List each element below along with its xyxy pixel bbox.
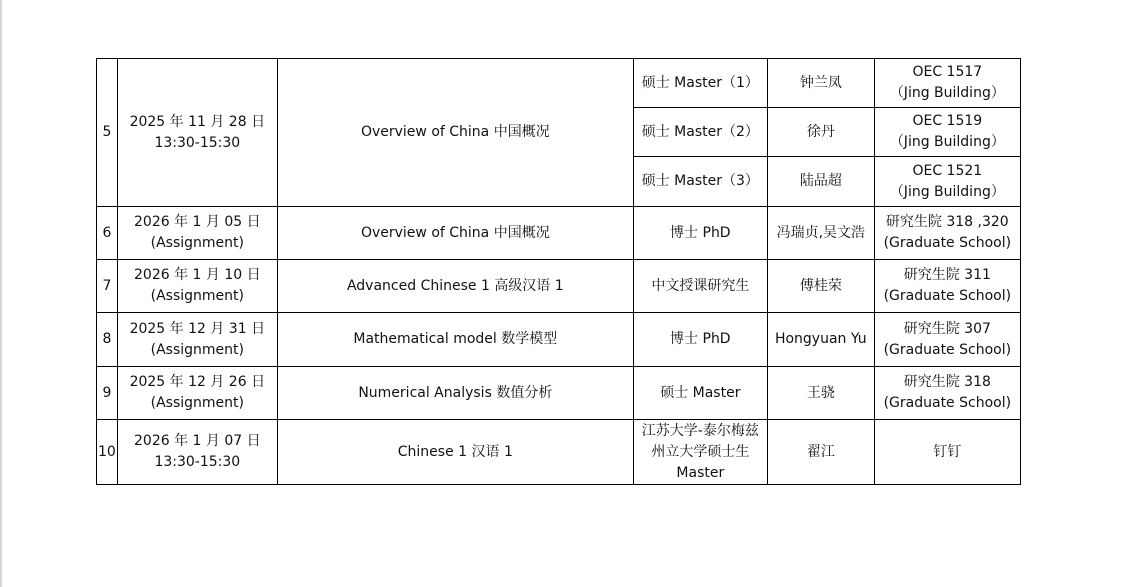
date-cell [117,59,277,207]
room-code: OEC 1521 [912,162,983,179]
date-cell [117,420,277,485]
table-row [97,207,1021,260]
course-cell: Advanced Chinese 1 高级汉语 1 [277,260,633,313]
course-schedule-table [96,58,1021,485]
time-text: 13:30-15:30 [154,134,241,151]
room-cell [874,59,1020,108]
row-number: 10 [97,420,118,485]
level-cell: 博士 PhD [633,207,767,260]
teacher-cell: 陆品超 [767,157,874,207]
level-cell: 硕士 Master（3） [633,157,767,207]
teacher-cell: 傅桂荣 [767,260,874,313]
date-cell [117,367,277,420]
table-row [97,59,1021,108]
room-building: （Jing Building） [889,85,1005,101]
row-number: 9 [97,367,118,420]
time-text: (Assignment) [150,395,244,411]
level-text: 江苏大学-泰尔梅兹州立大学硕士生 Master [641,422,759,481]
room-cell [874,420,1020,485]
room-building: (Graduate School) [883,235,1012,251]
table-row [97,367,1021,420]
room-building: （Jing Building） [889,134,1005,150]
time-text: (Assignment) [150,288,244,304]
time-text: (Assignment) [150,235,244,251]
room-cell [874,367,1020,420]
table-row [97,313,1021,367]
row-number: 8 [97,313,118,367]
room-code: OEC 1519 [912,113,983,129]
teacher-cell: 王骁 [767,367,874,420]
level-cell: 中文授课研究生 [633,260,767,313]
row-number: 7 [97,260,118,313]
room-cell [874,157,1020,207]
room-code: 研究生院 318 [903,374,991,390]
room-code: 钉钉 [933,443,962,460]
room-building: （Jing Building） [889,183,1005,200]
level-cell: 硕士 Master [633,367,767,420]
date-cell [117,207,277,260]
teacher-cell: 冯瑞贞,吴文浩 [767,207,874,260]
date-text: 2025 年 12 月 31 日 [129,320,266,337]
date-cell [117,260,277,313]
teacher-cell: 钟兰凤 [767,59,874,108]
date-text: 2025 年 12 月 26 日 [129,374,266,390]
room-code: 研究生院 311 [903,267,991,283]
table-row [97,420,1021,485]
room-code: OEC 1517 [912,64,983,80]
course-cell: Mathematical model 数学模型 [277,313,633,367]
level-cell [633,420,767,485]
row-number: 5 [97,59,118,207]
teacher-cell: Hongyuan Yu [767,313,874,367]
teacher-cell: 翟江 [767,420,874,485]
room-building: (Graduate School) [883,341,1012,358]
room-cell [874,108,1020,157]
page-edge [0,0,2,587]
room-building: (Graduate School) [883,395,1012,411]
level-cell: 硕士 Master（2） [633,108,767,157]
date-text: 2026 年 1 月 07 日 [134,433,261,449]
room-cell [874,313,1020,367]
time-text: 13:30-15:30 [154,454,241,470]
row-number: 6 [97,207,118,260]
level-cell: 硕士 Master（1） [633,59,767,108]
date-text: 2026 年 1 月 10 日 [134,267,261,283]
room-code: 研究生院 318 ,320 [885,214,1009,230]
course-cell: Overview of China 中国概况 [277,59,633,207]
time-text: (Assignment) [150,341,244,358]
level-cell: 博士 PhD [633,313,767,367]
room-cell [874,207,1020,260]
room-building: (Graduate School) [883,288,1012,304]
teacher-cell: 徐丹 [767,108,874,157]
date-text: 2025 年 11 月 28 日 [129,113,266,130]
date-cell [117,313,277,367]
course-cell: Overview of China 中国概况 [277,207,633,260]
course-cell: Chinese 1 汉语 1 [277,420,633,485]
room-cell [874,260,1020,313]
course-cell: Numerical Analysis 数值分析 [277,367,633,420]
room-code: 研究生院 307 [903,320,991,337]
table-row [97,260,1021,313]
date-text: 2026 年 1 月 05 日 [134,214,261,230]
